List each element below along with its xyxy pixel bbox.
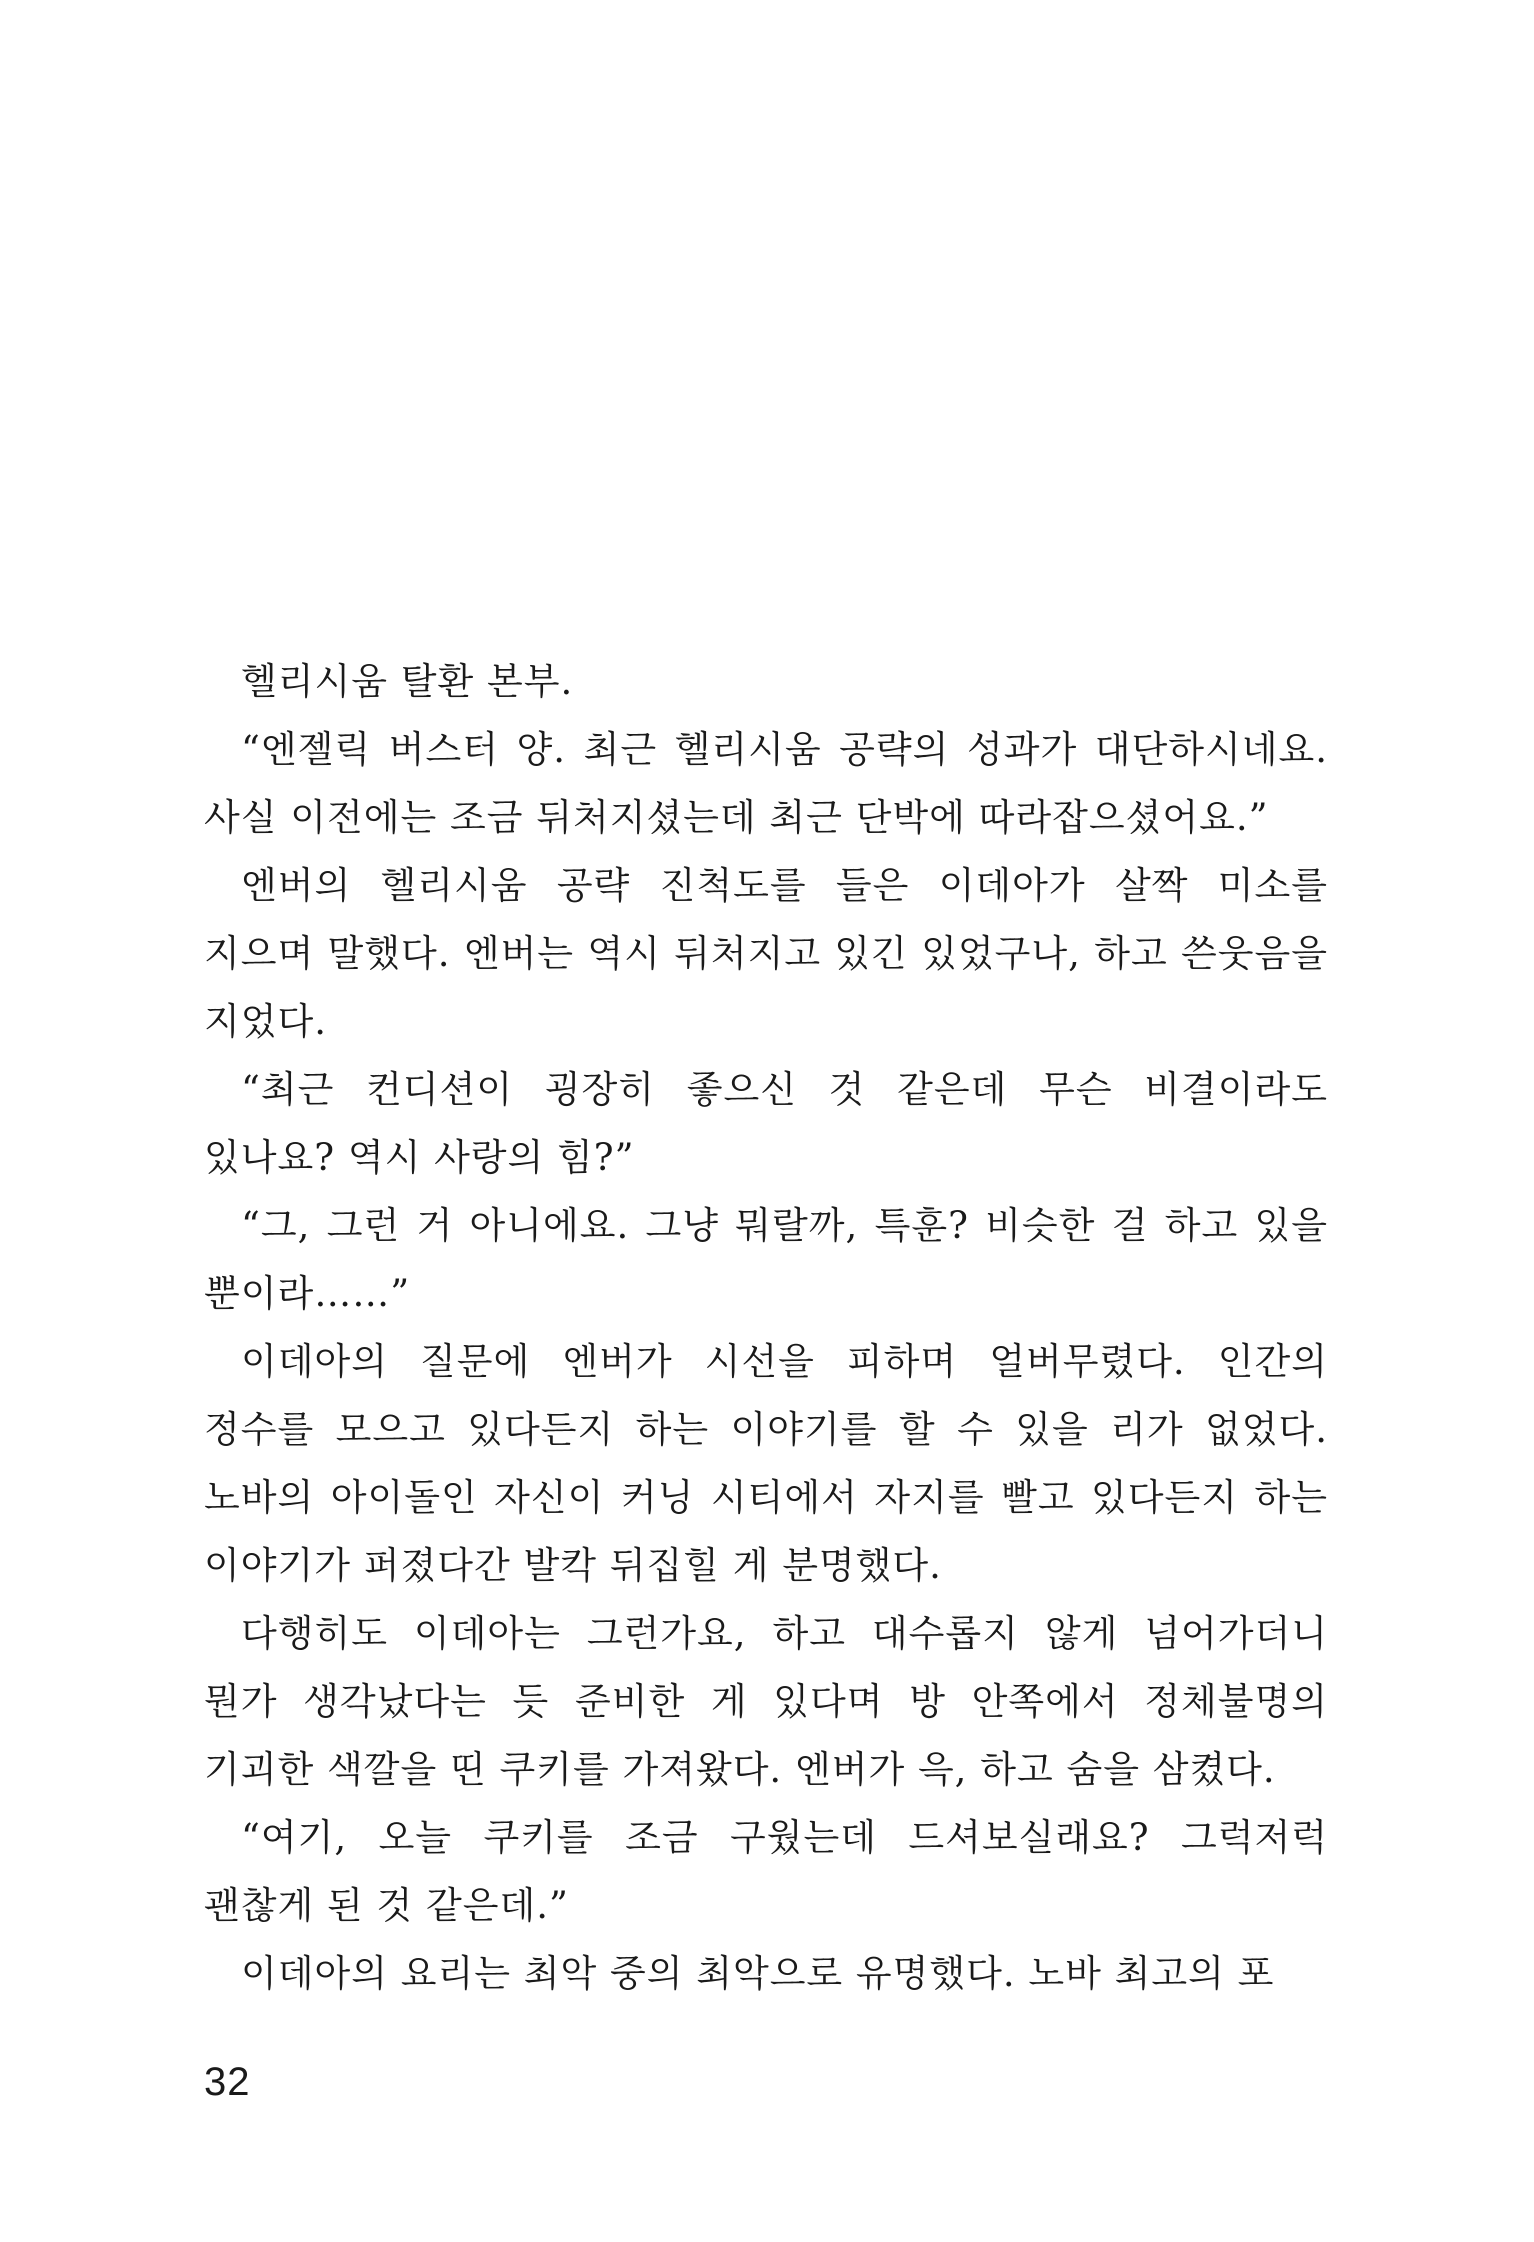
paragraph: 다행히도 이데아는 그런가요, 하고 대수롭지 않게 넘어가더니 뭔가 생각났다는 듯 준비한 게 있다며 방 안쪽에서 정체불명의 기괴한 색깔을 띤 쿠키를 가져왔다. 엔버가 윽, 하고 숨을 삼켰다. — [204, 1612, 1328, 1791]
paragraph: “여기, 오늘 쿠키를 조금 구웠는데 드셔보실래요? 그럭저럭 괜찮게 된 것 같은데.” — [204, 1816, 1328, 1927]
paragraph: 이데아의 요리는 최악 중의 최악으로 유명했다. 노바 최고의 포 — [241, 1952, 1275, 1995]
body-text — [204, 648, 1328, 2008]
paragraph: “그, 그런 거 아니에요. 그냥 뭐랄까, 특훈? 비슷한 걸 하고 있을 뿐이라……” — [204, 1204, 1328, 1315]
paragraph: “엔젤릭 버스터 양. 최근 헬리시움 공략의 성과가 대단하시네요. 사실 이전에는 조금 뒤처지셨는데 최근 단박에 따라잡으셨어요.” — [204, 728, 1328, 839]
paragraph: 이데아의 질문에 엔버가 시선을 피하며 얼버무렸다. 인간의 정수를 모으고 있다든지 하는 이야기를 할 수 있을 리가 없었다. 노바의 아이돌인 자신이 커닝 시티에서 자지를 빨고 있다든지 하는 이야기가 퍼졌다간 발칵 뒤집힐 게 분명했다. — [204, 1340, 1328, 1587]
paragraph: 엔버의 헬리시움 공략 진척도를 들은 이데아가 살짝 미소를 지으며 말했다. 엔버는 역시 뒤처지고 있긴 있었구나, 하고 쓴웃음을 지었다. — [204, 864, 1328, 1043]
paragraph: 헬리시움 탈환 본부. — [241, 660, 574, 703]
page-number: 32 — [204, 2060, 251, 2104]
paragraph: “최근 컨디션이 굉장히 좋으신 것 같은데 무슨 비결이라도 있나요? 역시 사랑의 힘?” — [204, 1068, 1328, 1179]
